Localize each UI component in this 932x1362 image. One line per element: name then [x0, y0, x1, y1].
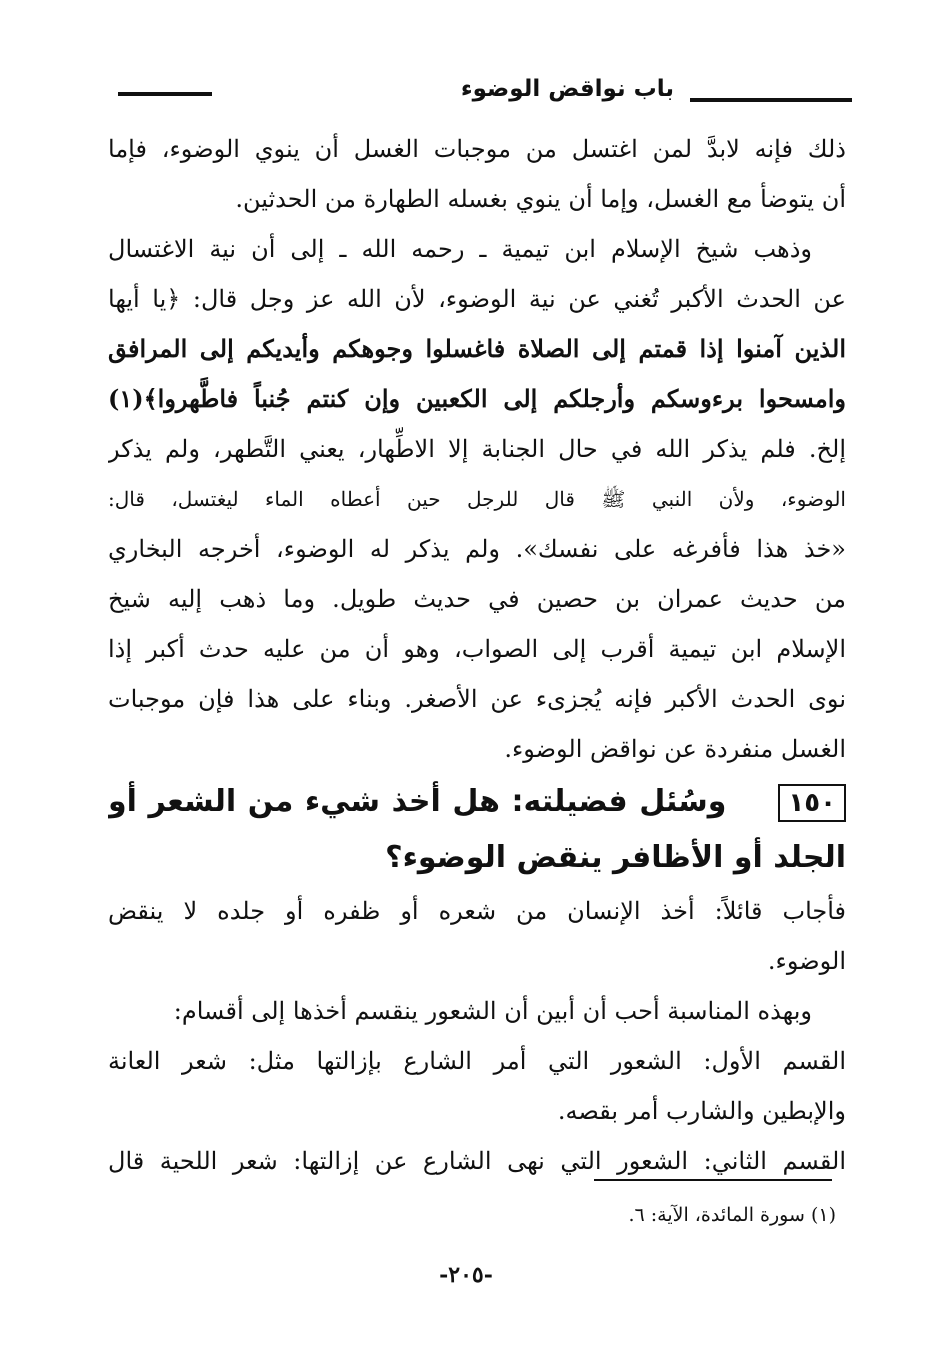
page-body	[108, 124, 846, 1186]
header-rule-left	[118, 92, 212, 96]
answer-line: وبهذه المناسبة أحب أن أبين أن الشعور ينقسم أخذها إلى أقسام:	[173, 997, 812, 1025]
body-line: الإسلام ابن تيمية أقرب إلى الصواب، وهو أن من عليه حدث أكبر إذا	[108, 635, 846, 663]
body-line: من حديث عمران بن حصين في حديث طويل. وما ذهب إليه شيخ	[108, 585, 846, 613]
question-number-box: ١٥٠	[778, 784, 846, 822]
question-line	[108, 774, 846, 830]
answer-line: والإبطين والشارب أمر بقصه.	[557, 1097, 846, 1125]
answer-line: فأجاب قائلاً: أخذ الإنسان من شعره أو ظفره أو جلده لا ينقض	[108, 897, 846, 925]
answer-line: الوضوء.	[767, 947, 846, 975]
running-header	[108, 72, 852, 112]
footnote: (١) سورة المائدة، الآية: ٦.	[628, 1204, 836, 1226]
question-line: الجلد أو الأظافر ينقض الوضوء؟	[385, 840, 846, 875]
question-text: وسُئل فضيلته: هل أخذ شيء من الشعر أو	[108, 784, 727, 819]
body-line: وذهب شيخ الإسلام ابن تيمية ـ رحمه الله ـ إلى أن نية الاغتسال	[108, 235, 812, 263]
body-line: ذلك فإنه لابدَّ لمن اغتسل من موجبات الغسل أن ينوي الوضوء، فإما	[108, 135, 846, 163]
body-line: إلخ. فلم يذكر الله في حال الجنابة إلا الاطِّهار، يعني التَّطهر، ولم يذكر	[108, 435, 846, 463]
quran-verse-line: الذين آمنوا إذا قمتم إلى الصلاة فاغسلوا وجوهكم وأيديكم إلى المرافق	[108, 334, 846, 363]
answer-line: القسم الثاني: الشعور التي نهى الشارع عن إزالتها: شعر اللحية قال	[108, 1147, 846, 1175]
page-number: -٢٠٥-	[439, 1262, 493, 1288]
body-line: نوى الحدث الأكبر فإنه يُجزىء عن الأصغر. وبناء على هذا فإن موجبات	[108, 685, 846, 713]
answer-line: القسم الأول: الشعور التي أمر الشارع بإزالتها مثل: شعر العانة	[108, 1047, 846, 1075]
body-line: الوضوء، ولأن النبي ﷺ قال للرجل حين أعطاه الماء ليغتسل، قال:	[108, 487, 846, 511]
quran-verse-line: وامسحوا برءوسكم وأرجلكم إلى الكعبين وإن كنتم جُنباً فاطَّهروا﴾(١)	[108, 384, 846, 413]
header-rule-right	[690, 98, 852, 102]
chapter-title: باب نواقض الوضوء	[460, 76, 674, 102]
footnote-separator	[594, 1179, 832, 1181]
body-line: أن يتوضأ مع الغسل، وإما أن ينوي بغسله الطهارة من الحدثين.	[235, 185, 846, 213]
hadith-line: «خذ هذا فأفرغه على نفسك». ولم يذكر له الوضوء، أخرجه البخاري	[108, 535, 846, 563]
body-line: عن الحدث الأكبر تُغني عن نية الوضوء، لأن الله عز وجل قال: ﴿يا أيها	[108, 285, 846, 313]
body-line: الغسل منفردة عن نواقض الوضوء.	[504, 735, 846, 763]
